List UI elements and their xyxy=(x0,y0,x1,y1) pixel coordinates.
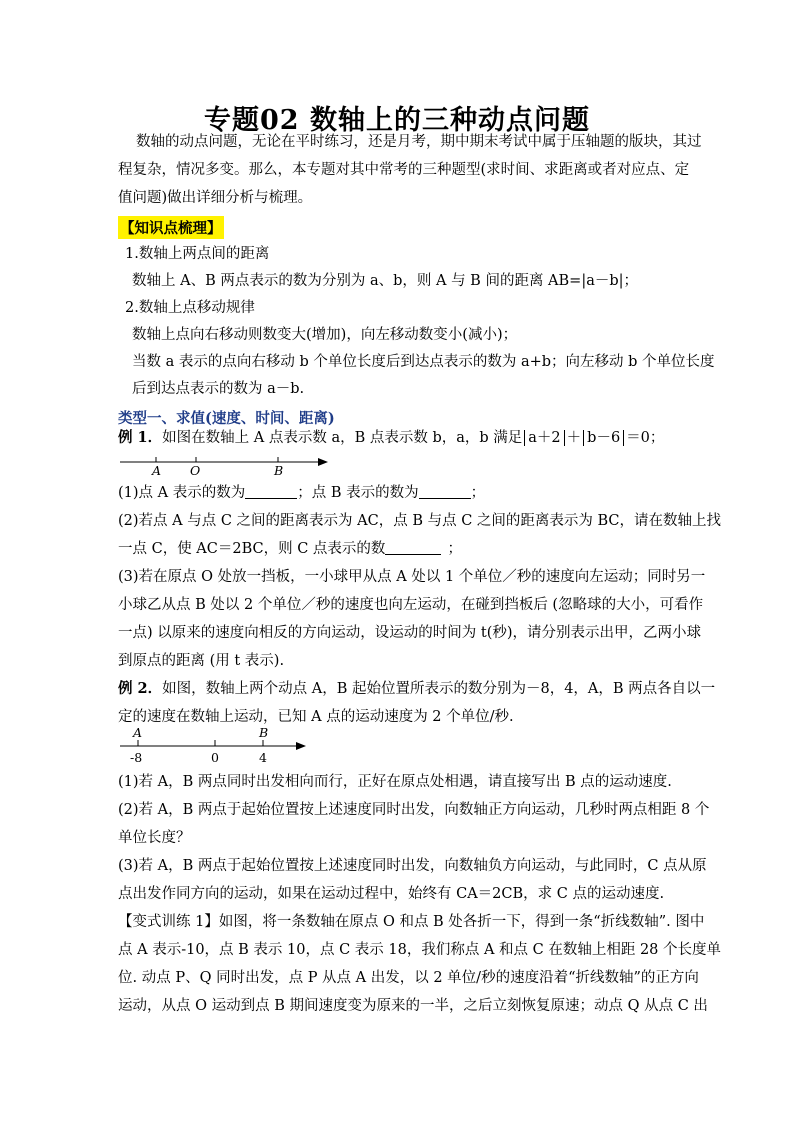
example-1-q1 xyxy=(118,483,678,503)
q1-part-c: ； xyxy=(470,485,486,501)
intro-line-1: 数轴的动点问题，无论在平时练习，还是月考，期中期末考试中属于压轴题的版块，其过 xyxy=(136,134,702,150)
example-2-text-1: 如图，数轴上两个动点 A，B 起始位置所表示的数分别为－8，4，A，B 两点各自以一 xyxy=(162,681,716,697)
variant-line-3: 位. 动点 P、Q 同时出发，点 P 从点 A 出发，以 2 单位/秒的速度沿着“折线数轴”的正方向 xyxy=(118,970,699,986)
axis2-tick-4: 4 xyxy=(259,750,267,765)
page-title: 专题02 数轴上的三种动点问题 xyxy=(204,105,590,136)
example-2-q1: (1)若 A，B 两点同时出发相向而行，正好在原点处相遇，请直接写出 B 点的运动速度. xyxy=(118,774,672,790)
intro-line-3: 值问题)做出详细分析与梳理。 xyxy=(118,190,313,206)
example-1-q2-line-2 xyxy=(118,539,678,559)
number-line-2 xyxy=(118,724,318,768)
type-heading: 类型一、求值(速度、时间、距离) xyxy=(118,410,335,427)
example-1-q3-line-3: 一点) 以原来的速度向相反的方向运动，设运动的时间为 t(秒)，请分别表示出甲，乙两小球 xyxy=(118,625,702,641)
answer-blank-c[interactable] xyxy=(385,540,441,555)
axis2-label-a: A xyxy=(133,725,143,740)
example-2-q3-line-2: 点出发作同方向的运动，如果在运动过程中，始终有 CA＝2CB，求 C 点的运动速度. xyxy=(118,886,665,902)
q2-part-b: 一点 C，使 AC＝2BC，则 C 点表示的数 xyxy=(118,541,386,557)
variant-line-4: 运动，从点 O 运动到点 B 期间速度变为原来的一半，之后立刻恢复原速；动点 Q 从点 C 出 xyxy=(118,998,708,1014)
example-1-q3-line-2: 小球乙从点 B 处以 2 个单位／秒的速度也向左运动，在碰到挡板后 (忽略球的大小，可看作 xyxy=(118,597,704,613)
example-1-text: 如图在数轴上 A 点表示数 a，B 点表示数 b，a，b 满足 xyxy=(162,430,523,446)
knowledge-line-5: 当数 a 表示的点向右移动 b 个单位长度后到达点表示的数为 a+b；向左移动 b 个单位长度 xyxy=(132,354,715,370)
example-1-stem xyxy=(118,428,678,448)
axis-label-a: A xyxy=(152,463,162,478)
q2-part-c: ； xyxy=(447,541,462,557)
axis-label-b: B xyxy=(274,463,284,478)
knowledge-line-3: 2.数轴上点移动规律 xyxy=(125,300,255,316)
axis2-tick-0: 0 xyxy=(211,750,219,765)
answer-blank-b[interactable] xyxy=(419,484,471,499)
abs-term-b: b－6 xyxy=(583,430,624,446)
example-1-q3-line-4: 到原点的距离 (用 t 表示). xyxy=(118,653,285,669)
q1-part-a: (1)点 A 表示的数为 xyxy=(118,485,246,501)
example-1-label: 例 1． xyxy=(118,429,163,446)
abs-term-a: a＋2 xyxy=(524,430,564,446)
knowledge-line-4: 数轴上点向右移动则数变大(增加)，向左移动数变小(减小)； xyxy=(132,327,518,343)
equation-end: ＝0； xyxy=(626,430,665,446)
q1-part-b: ；点 B 表示的数为 xyxy=(297,485,419,501)
plus-sign: ＋ xyxy=(566,430,582,446)
example-1-q2-line-1: (2)若点 A 与点 C 之间的距离表示为 AC，点 B 与点 C 之间的距离表示为 BC，请在数轴上找 xyxy=(118,513,722,529)
example-1-q3-line-1: (3)若在原点 O 处放一挡板，一小球甲从点 A 处以 1 个单位／秒的速度向左运动；同时另一 xyxy=(118,569,706,585)
example-2-stem-2: 定的速度在数轴上运动，已知 A 点的运动速度为 2 个单位/秒. xyxy=(118,709,514,725)
example-2-q3-line-1: (3)若 A，B 两点于起始位置按上述速度同时出发，向数轴负方向运动，与此同时，C 点从原 xyxy=(118,858,707,874)
knowledge-badge: 【知识点梳理】 xyxy=(118,216,224,239)
knowledge-line-2: 数轴上 A、B 两点表示的数为分别为 a、b，则 A 与 B 间的距离 AB=|a－b|； xyxy=(132,273,639,289)
axis2-tick-neg8: -8 xyxy=(130,750,143,765)
example-2-label: 例 2． xyxy=(118,680,163,697)
intro-line-2: 程复杂，情况多变。那么，本专题对其中常考的三种题型(求时间、求距离或者对应点、定 xyxy=(118,162,690,178)
axis-label-o: O xyxy=(190,463,201,478)
example-2-stem-1 xyxy=(118,679,716,699)
variant-line-1: 【变式训练 1】如图，将一条数轴在原点 O 和点 B 处各折一下，得到一条“折线数轴”. 图中 xyxy=(118,914,705,930)
knowledge-line-1: 1.数轴上两点间的距离 xyxy=(125,246,270,262)
variant-line-2: 点 A 表示-10，点 B 表示 10，点 C 表示 18，我们称点 A 和点 C 在数轴上相距 28 个长度单 xyxy=(118,942,722,958)
number-line-1 xyxy=(118,450,338,480)
example-2-q2-line-1: (2)若 A，B 两点于起始位置按上述速度同时出发，向数轴正方向运动，几秒时两点相距 8 个 xyxy=(118,802,710,818)
axis2-label-b: B xyxy=(259,725,269,740)
knowledge-line-6: 后到达点表示的数为 a－b. xyxy=(132,381,305,397)
example-2-q2-line-2: 单位长度？ xyxy=(118,830,191,846)
answer-blank-a[interactable] xyxy=(245,484,297,499)
